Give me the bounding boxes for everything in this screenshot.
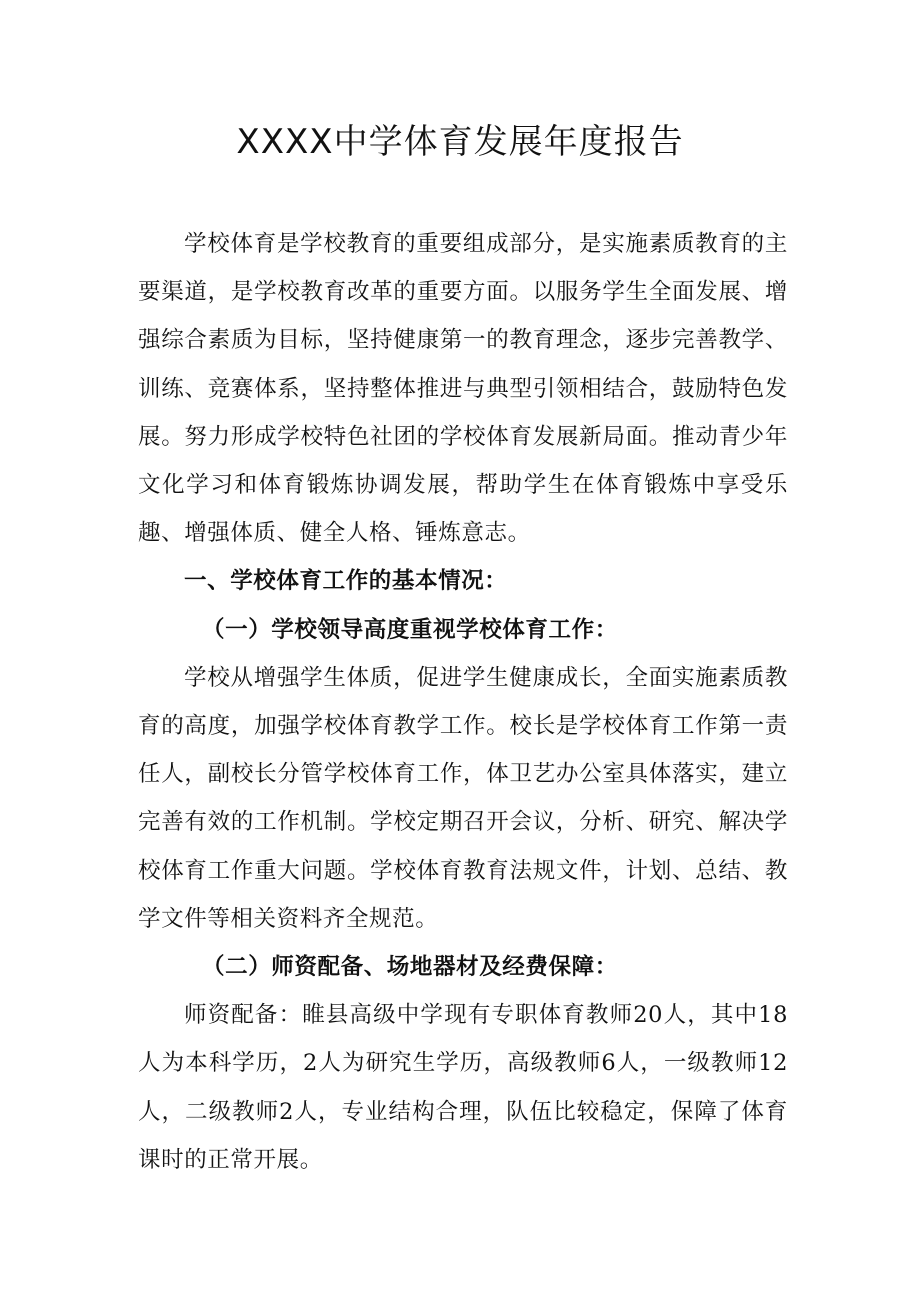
intro-paragraph: 学校体育是学校教育的重要组成部分，是实施素质教育的主要渠道，是学校教育改革的重要方面。以服务学生全面发展、增强综合素质为目标，坚持健康第一的教育理念，逐步完善教学、训练、竞赛体系，坚持整体推进与典型引领相结合，鼓励特色发展。努力形成学校特色社团的学校体育发展新局面。推动青少年文化学习和体育锻炼协调发展，帮助学生在体育锻炼中享受乐趣、增强体质、健全人格、锤炼意志。	[138, 231, 788, 547]
subsection-2-paragraph: 师资配备：睢县高级中学现有专职体育教师20人，其中18人为本科学历，2人为研究生学历，高级教师6人，一级教师12人，二级教师2人，专业结构合理，队伍比较稳定，保障了体育课时的正常开展。	[138, 1002, 788, 1173]
document-title: XXXX中学体育发展年度报告	[236, 122, 684, 162]
subsection-1-paragraph: 学校从增强学生体质，促进学生健康成长，全面实施素质教育的高度，加强学校体育教学工作。校长是学校体育工作第一责任人，副校长分管学校体育工作，体卫艺办公室具体落实，建立完善有效的工作机制。学校定期召开会议，分析、研究、解决学校体育工作重大问题。学校体育教育法规文件，计划、总结、教学文件等相关资料齐全规范。	[138, 664, 788, 932]
document-body	[138, 220, 788, 1184]
section-heading-1: 一、学校体育工作的基本情况：	[184, 568, 508, 595]
subsection-heading-2: （二）师资配备、场地器材及经费保障：	[202, 954, 618, 981]
subsection-heading-1: （一）学校领导高度重视学校体育工作：	[202, 616, 618, 643]
